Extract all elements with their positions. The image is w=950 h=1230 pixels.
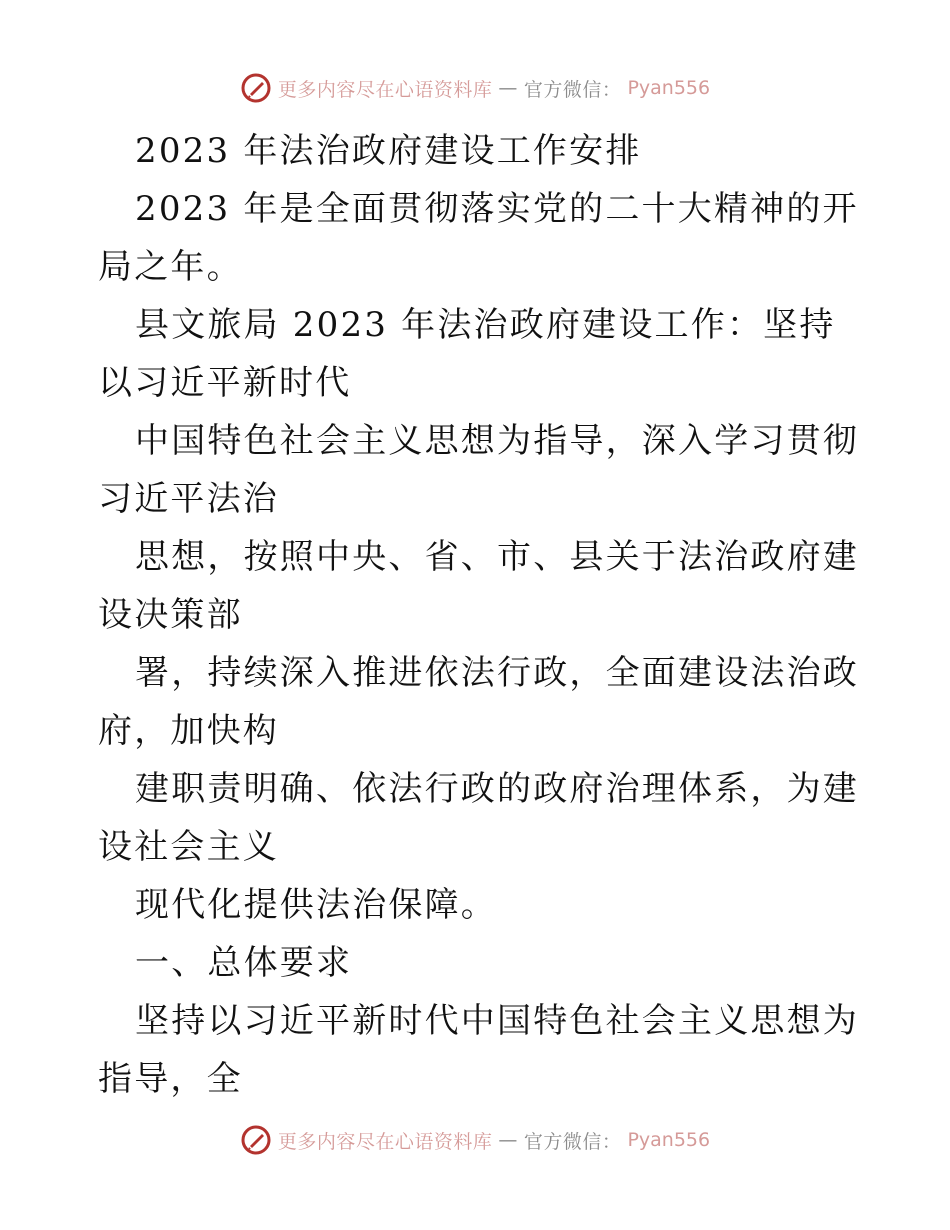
pen-logo-icon [240,72,272,104]
watermark-brand: 更多内容尽在心语资料库 [277,78,493,101]
document-title: 2023 年法治政府建设工作安排 [135,131,642,171]
paragraph: 现代化提供法治保障。 [135,885,497,925]
watermark-separator: — [498,1129,518,1151]
watermark-id: Pyan556 [627,77,711,99]
watermark-label: 官方微信： [523,78,622,101]
watermark-separator: — [498,77,518,99]
paragraph: 2023 年是全面贯彻落实党的二十大精神的开局之年。 [98,189,859,287]
paragraph: 县文旅局 2023 年法治政府建设工作：坚持以习近平新时代 [98,305,836,403]
paragraph: 坚持以习近平新时代中国特色社会主义思想为指导，全 [98,1001,859,1099]
watermark-header [0,72,950,104]
watermark-brand: 更多内容尽在心语资料库 [277,1130,493,1153]
pen-logo-icon [240,1124,272,1156]
paragraph: 署，持续深入推进依法行政，全面建设法治政府，加快构 [98,653,859,751]
watermark-id: Pyan556 [627,1129,711,1151]
paragraph: 中国特色社会主义思想为指导，深入学习贯彻习近平法治 [98,421,859,519]
watermark-label: 官方微信： [523,1130,622,1153]
paragraph: 建职责明确、依法行政的政府治理体系，为建设社会主义 [98,769,859,867]
watermark-footer [0,1124,950,1156]
document-body [98,122,868,1108]
section-heading: 一、总体要求 [135,943,353,983]
paragraph: 思想，按照中央、省、市、县关于法治政府建设决策部 [98,537,859,635]
